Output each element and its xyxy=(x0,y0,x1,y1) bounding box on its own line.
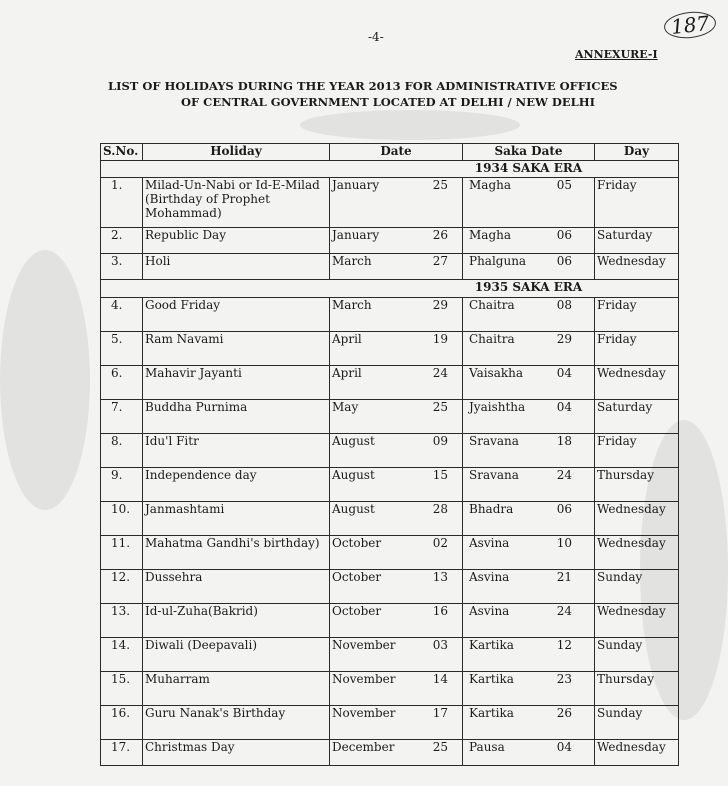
saka-month: Kartika xyxy=(469,672,514,686)
cell-sno: 12. xyxy=(101,570,143,604)
cell-date xyxy=(330,298,463,332)
cell-date xyxy=(330,468,463,502)
date-month: January xyxy=(332,228,380,242)
table-row xyxy=(101,228,679,254)
saka-day: 06 xyxy=(556,502,572,516)
date-month: April xyxy=(332,332,362,346)
table-row xyxy=(101,332,679,366)
date-day: 17 xyxy=(432,706,448,720)
era-row xyxy=(101,161,679,178)
saka-day: 08 xyxy=(556,298,572,312)
table-row xyxy=(101,400,679,434)
cell-holiday: Mahavir Jayanti xyxy=(143,366,330,400)
cell-sno: 17. xyxy=(101,740,143,766)
cell-sno: 2. xyxy=(101,228,143,254)
date-day: 03 xyxy=(432,638,448,652)
cell-sno: 10. xyxy=(101,502,143,536)
saka-day: 04 xyxy=(556,366,572,380)
date-month: May xyxy=(332,400,359,414)
saka-month: Bhadra xyxy=(469,502,514,516)
cell-weekday: Wednesday xyxy=(595,254,679,280)
date-day: 29 xyxy=(432,298,448,312)
saka-month: Phalguna xyxy=(469,254,527,268)
table-row xyxy=(101,178,679,228)
cell-saka-date xyxy=(463,672,595,706)
cell-sno: 11. xyxy=(101,536,143,570)
date-day: 26 xyxy=(432,228,448,242)
date-month: November xyxy=(332,638,396,652)
cell-sno: 9. xyxy=(101,468,143,502)
cell-date xyxy=(330,366,463,400)
cell-holiday: Mahatma Gandhi's birthday) xyxy=(143,536,330,570)
table-row xyxy=(101,468,679,502)
cell-holiday: Milad-Un-Nabi or Id-E-Milad (Birthday of Prophet Mohammad) xyxy=(143,178,330,228)
saka-day: 26 xyxy=(556,706,572,720)
date-day: 24 xyxy=(432,366,448,380)
era-cell xyxy=(595,280,679,298)
cell-sno: 6. xyxy=(101,366,143,400)
cell-saka-date xyxy=(463,332,595,366)
page-number: -4- xyxy=(368,30,384,44)
table-row xyxy=(101,740,679,766)
cell-sno: 13. xyxy=(101,604,143,638)
era-cell xyxy=(143,280,330,298)
table-body xyxy=(101,161,679,766)
date-day: 15 xyxy=(432,468,448,482)
cell-weekday: Saturday xyxy=(595,228,679,254)
table-row xyxy=(101,570,679,604)
cell-date xyxy=(330,434,463,468)
cell-date xyxy=(330,254,463,280)
cell-date xyxy=(330,638,463,672)
table-row xyxy=(101,298,679,332)
date-month: January xyxy=(332,178,380,192)
date-day: 28 xyxy=(432,502,448,516)
saka-month: Vaisakha xyxy=(469,366,524,380)
date-day: 25 xyxy=(432,400,448,414)
scan-smudge xyxy=(300,110,520,140)
table-row xyxy=(101,638,679,672)
scan-smudge xyxy=(0,250,90,510)
table-header-row xyxy=(101,144,679,161)
saka-day: 24 xyxy=(556,604,572,618)
cell-holiday: Buddha Purnima xyxy=(143,400,330,434)
cell-saka-date xyxy=(463,434,595,468)
cell-sno: 3. xyxy=(101,254,143,280)
document-title-line-2: OF CENTRAL GOVERNMENT LOCATED AT DELHI / NEW DELHI xyxy=(181,95,595,109)
cell-holiday: Id-ul-Zuha(Bakrid) xyxy=(143,604,330,638)
saka-month: Sravana xyxy=(469,434,519,448)
table-row xyxy=(101,254,679,280)
table-row xyxy=(101,366,679,400)
cell-sno: 1. xyxy=(101,178,143,228)
cell-saka-date xyxy=(463,502,595,536)
date-day: 09 xyxy=(432,434,448,448)
era-cell xyxy=(101,161,143,178)
cell-holiday: Good Friday xyxy=(143,298,330,332)
cell-saka-date xyxy=(463,638,595,672)
era-cell xyxy=(330,280,463,298)
header-holiday: Holiday xyxy=(143,144,330,161)
saka-day: 04 xyxy=(556,400,572,414)
cell-date xyxy=(330,672,463,706)
date-day: 13 xyxy=(432,570,448,584)
date-month: March xyxy=(332,298,372,312)
cell-weekday: Saturday xyxy=(595,400,679,434)
cell-date xyxy=(330,228,463,254)
cell-date xyxy=(330,706,463,740)
cell-holiday: Muharram xyxy=(143,672,330,706)
cell-saka-date xyxy=(463,228,595,254)
era-cell xyxy=(330,161,463,178)
cell-sno: 4. xyxy=(101,298,143,332)
saka-day: 06 xyxy=(556,254,572,268)
cell-date xyxy=(330,332,463,366)
cell-saka-date xyxy=(463,536,595,570)
date-month: April xyxy=(332,366,362,380)
cell-sno: 5. xyxy=(101,332,143,366)
saka-month: Jyaishtha xyxy=(469,400,526,414)
cell-weekday: Wednesday xyxy=(595,604,679,638)
cell-weekday: Friday xyxy=(595,332,679,366)
cell-weekday: Sunday xyxy=(595,570,679,604)
cell-saka-date xyxy=(463,366,595,400)
cell-weekday: Friday xyxy=(595,298,679,332)
saka-day: 23 xyxy=(556,672,572,686)
cell-sno: 14. xyxy=(101,638,143,672)
date-day: 02 xyxy=(432,536,448,550)
saka-day: 10 xyxy=(556,536,572,550)
cell-weekday: Wednesday xyxy=(595,536,679,570)
cell-date xyxy=(330,502,463,536)
saka-day: 24 xyxy=(556,468,572,482)
document-title-line-1: LIST OF HOLIDAYS DURING THE YEAR 2013 FOR ADMINISTRATIVE OFFICES xyxy=(108,79,618,93)
saka-month: Asvina xyxy=(469,570,510,584)
era-cell xyxy=(101,280,143,298)
era-label: 1935 SAKA ERA xyxy=(463,280,595,298)
date-month: November xyxy=(332,672,396,686)
saka-day: 12 xyxy=(556,638,572,652)
date-day: 25 xyxy=(432,178,448,192)
cell-saka-date xyxy=(463,468,595,502)
date-month: December xyxy=(332,740,395,754)
annexure-label: ANNEXURE-I xyxy=(575,48,658,61)
cell-saka-date xyxy=(463,706,595,740)
saka-day: 21 xyxy=(556,570,572,584)
handwritten-page-number: 187 xyxy=(663,9,718,40)
cell-weekday: Sunday xyxy=(595,706,679,740)
cell-date xyxy=(330,178,463,228)
cell-saka-date xyxy=(463,604,595,638)
date-month: October xyxy=(332,604,382,618)
date-month: August xyxy=(332,502,375,516)
era-row xyxy=(101,280,679,298)
table-row xyxy=(101,604,679,638)
saka-day: 29 xyxy=(556,332,572,346)
cell-saka-date xyxy=(463,298,595,332)
saka-month: Asvina xyxy=(469,604,510,618)
saka-month: Kartika xyxy=(469,638,514,652)
date-month: November xyxy=(332,706,396,720)
cell-holiday: Dussehra xyxy=(143,570,330,604)
header-date: Date xyxy=(330,144,463,161)
saka-day: 05 xyxy=(556,178,572,192)
saka-day: 06 xyxy=(556,228,572,242)
cell-weekday: Wednesday xyxy=(595,740,679,766)
era-cell xyxy=(595,161,679,178)
cell-holiday: Janmashtami xyxy=(143,502,330,536)
cell-saka-date xyxy=(463,570,595,604)
header-sno: S.No. xyxy=(101,144,143,161)
cell-weekday: Thursday xyxy=(595,468,679,502)
saka-day: 04 xyxy=(556,740,572,754)
cell-weekday: Wednesday xyxy=(595,366,679,400)
date-month: March xyxy=(332,254,372,268)
cell-holiday: Ram Navami xyxy=(143,332,330,366)
cell-weekday: Friday xyxy=(595,434,679,468)
date-day: 25 xyxy=(432,740,448,754)
cell-holiday: Republic Day xyxy=(143,228,330,254)
date-day: 27 xyxy=(432,254,448,268)
cell-holiday: Christmas Day xyxy=(143,740,330,766)
cell-weekday: Thursday xyxy=(595,672,679,706)
table-row xyxy=(101,502,679,536)
date-day: 19 xyxy=(432,332,448,346)
header-day: Day xyxy=(595,144,679,161)
date-day: 14 xyxy=(432,672,448,686)
saka-month: Chaitra xyxy=(469,298,515,312)
table-row xyxy=(101,672,679,706)
date-month: October xyxy=(332,570,382,584)
table-row xyxy=(101,536,679,570)
cell-date xyxy=(330,740,463,766)
date-month: August xyxy=(332,434,375,448)
header-saka-date: Saka Date xyxy=(463,144,595,161)
cell-weekday: Wednesday xyxy=(595,502,679,536)
cell-holiday: Holi xyxy=(143,254,330,280)
cell-holiday: Diwali (Deepavali) xyxy=(143,638,330,672)
saka-month: Pausa xyxy=(469,740,505,754)
date-day: 16 xyxy=(432,604,448,618)
saka-month: Chaitra xyxy=(469,332,515,346)
cell-holiday: Guru Nanak's Birthday xyxy=(143,706,330,740)
cell-saka-date xyxy=(463,740,595,766)
saka-month: Sravana xyxy=(469,468,519,482)
cell-date xyxy=(330,570,463,604)
cell-weekday: Friday xyxy=(595,178,679,228)
cell-saka-date xyxy=(463,400,595,434)
cell-sno: 7. xyxy=(101,400,143,434)
saka-month: Magha xyxy=(469,178,512,192)
saka-day: 18 xyxy=(556,434,572,448)
cell-date xyxy=(330,604,463,638)
date-month: August xyxy=(332,468,375,482)
era-cell xyxy=(143,161,330,178)
saka-month: Magha xyxy=(469,228,512,242)
date-month: October xyxy=(332,536,382,550)
holiday-table xyxy=(100,143,679,766)
cell-date xyxy=(330,400,463,434)
cell-holiday: Idu'l Fitr xyxy=(143,434,330,468)
cell-sno: 16. xyxy=(101,706,143,740)
cell-saka-date xyxy=(463,254,595,280)
table-row xyxy=(101,706,679,740)
cell-date xyxy=(330,536,463,570)
cell-sno: 15. xyxy=(101,672,143,706)
era-label: 1934 SAKA ERA xyxy=(463,161,595,178)
cell-sno: 8. xyxy=(101,434,143,468)
cell-weekday: Sunday xyxy=(595,638,679,672)
cell-holiday: Independence day xyxy=(143,468,330,502)
saka-month: Kartika xyxy=(469,706,514,720)
saka-month: Asvina xyxy=(469,536,510,550)
table-row xyxy=(101,434,679,468)
cell-saka-date xyxy=(463,178,595,228)
